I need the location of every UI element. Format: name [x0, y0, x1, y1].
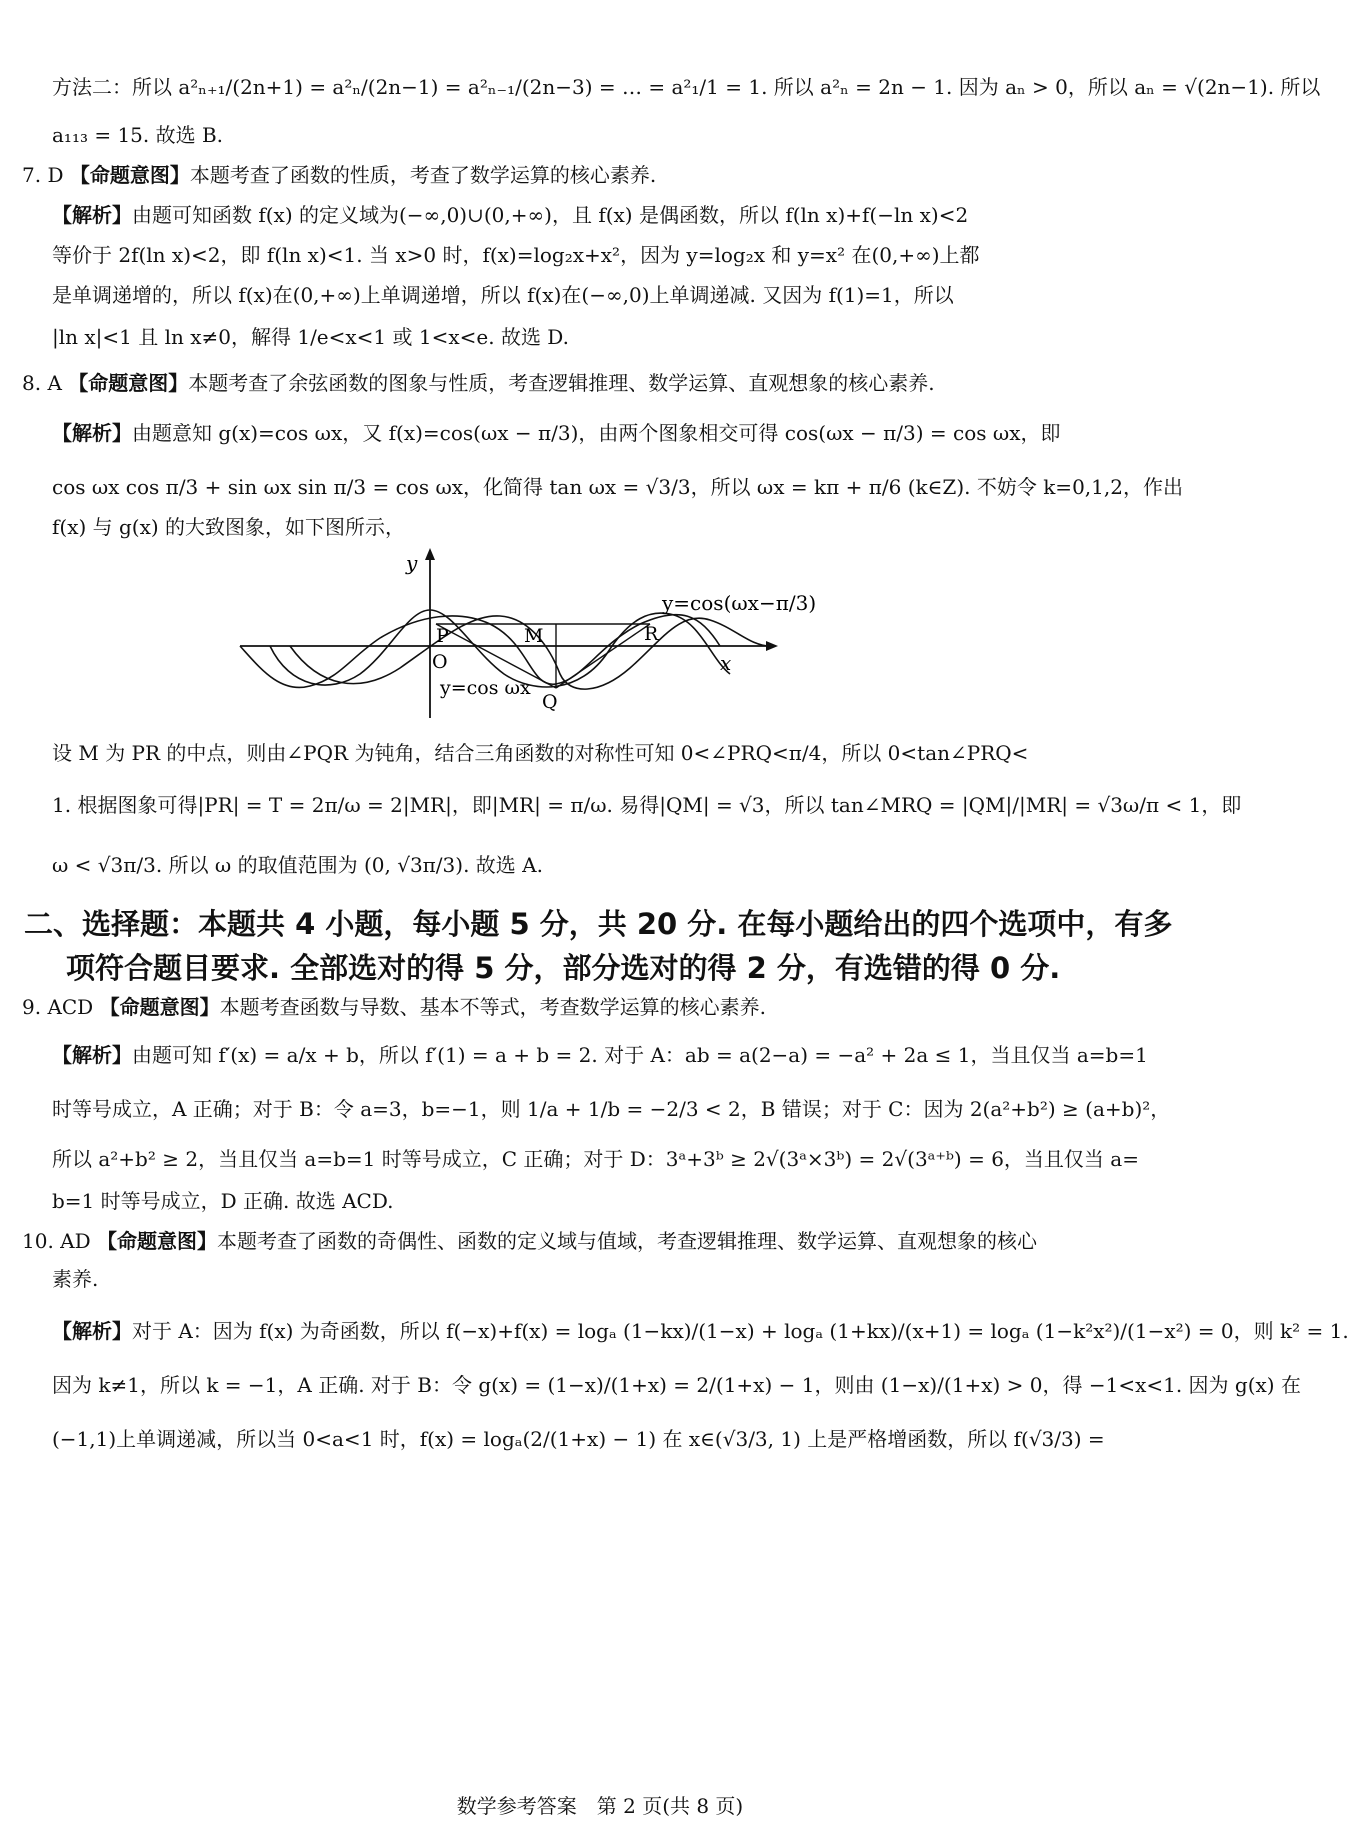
q8-analysis-2: cos ωx cos π/3 + sin ωx sin π/3 = cos ωx，化简得 tan ωx = √3/3，所以 ωx = kπ + π/6 (k∈Z). 不妨令 k=0,1,2，作出 [52, 475, 1183, 499]
q10-analysis-3: (−1,1)上单调递减，所以当 0<a<1 时，f(x) = logₐ(2/(1+x) − 1) 在 x∈(√3/3, 1) 上是严格增函数，所以 f(√3/3) = [52, 1427, 1105, 1451]
q7-analysis-3: 是单调递增的，所以 f(x)在(0,+∞)上单调递增，所以 f(x)在(−∞,0)上单调递减. 又因为 f(1)=1，所以 [52, 283, 954, 307]
q7-analysis-2: 等价于 2f(ln x)<2，即 f(ln x)<1. 当 x>0 时，f(x)=log₂x+x²，因为 y=log₂x 和 y=x² 在(0,+∞)上都 [52, 243, 980, 267]
curve-f-label: y=cos(ωx−π/3) [662, 591, 817, 615]
page-footer: 数学参考答案 第 2 页(共 8 页) [456, 1794, 744, 1818]
q10-header: 10. AD 【命题意图】本题考查了函数的奇偶性、函数的定义域与值域，考查逻辑推理、数学运算、直观想象的核心 [22, 1229, 1037, 1253]
q7-analysis-4: |ln x|<1 且 ln x≠0，解得 1/e<x<1 或 1<x<e. 故选 D. [52, 325, 569, 349]
origin-label: O [432, 651, 448, 673]
q10-header-cont: 素养. [52, 1267, 99, 1291]
section-tag: 【命题意图】 [97, 1229, 217, 1253]
q9-analysis-3: 所以 a²+b² ≥ 2，当且仅当 a=b=1 时等号成立，C 正确；对于 D：3ᵃ+3ᵇ ≥ 2√(3ᵃ×3ᵇ) = 2√(3ᵃ⁺ᵇ) = 6，当且仅当 a= [52, 1147, 1139, 1171]
q10-analysis-2: 因为 k≠1，所以 k = −1，A 正确. 对于 B：令 g(x) = (1−x)/(1+x) = 2/(1+x) − 1，则由 (1−x)/(1+x) > 0，得 −1<x<1. 因为 g(x) 在 [52, 1373, 1301, 1397]
method-two-line: 方法二：所以 a²ₙ₊₁/(2n+1) = a²ₙ/(2n−1) = a²ₙ₋₁/(2n−3) = … = a²₁/1 = 1. 所以 a²ₙ = 2n − 1. 因为 aₙ > 0，所以 aₙ = √(2n−1). 所以 [52, 75, 1321, 99]
q10-analysis-1: 【解析】对于 A：因为 f(x) 为奇函数，所以 f(−x)+f(x) = logₐ (1−kx)/(1−x) + logₐ (1+kx)/(x+1) = logₐ (1−k²x²)/(1−x²) = 0，则 k² = 1. [52, 1319, 1349, 1343]
section-2-heading-2: 项符合题目要求. 全部选对的得 5 分，部分选对的得 2 分，有选错的得 0 分. [66, 951, 1061, 985]
section-tag: 【解析】 [52, 203, 132, 227]
q8-analysis-4: 设 M 为 PR 的中点，则由∠PQR 为钝角，结合三角函数的对称性可知 0<∠PRQ<π/4，所以 0<tan∠PRQ< [52, 741, 1029, 765]
q8-analysis-6: ω < √3π/3. 所以 ω 的取值范围为 (0, √3π/3). 故选 A. [52, 853, 543, 877]
section-tag: 【解析】 [52, 1319, 132, 1343]
q8-analysis-3: f(x) 与 g(x) 的大致图象，如下图所示， [52, 515, 406, 539]
x-axis-label: x [720, 651, 732, 675]
section-tag: 【解析】 [52, 421, 132, 445]
point-m-label: M [524, 625, 544, 647]
q7-analysis-1: 【解析】由题可知函数 f(x) 的定义域为(−∞,0)∪(0,+∞)，且 f(x) 是偶函数，所以 f(ln x)+f(−ln x)<2 [52, 203, 969, 227]
curve-g-label: y=cos ωx [440, 677, 531, 699]
point-p-label: P [436, 625, 449, 647]
section-tag: 【命题意图】 [99, 995, 220, 1019]
q9-analysis-2: 时等号成立，A 正确；对于 B：令 a=3，b=−1，则 1/a + 1/b = −2/3 < 2，B 错误；对于 C：因为 2(a²+b²) ≥ (a+b)²， [52, 1097, 1171, 1121]
y-axis-arrow [425, 548, 435, 560]
q8-analysis-5: 1. 根据图象可得|PR| = T = 2π/ω = 2|MR|，即|MR| = π/ω. 易得|QM| = √3，所以 tan∠MRQ = |QM|/|MR| = √3ω/π < 1，即 [52, 793, 1242, 817]
section-tag: 【命题意图】 [68, 371, 189, 395]
q9-header: 9. ACD 【命题意图】本题考查函数与导数、基本不等式，考查数学运算的核心素养. [22, 995, 766, 1019]
q8-header: 8. A 【命题意图】本题考查了余弦函数的图象与性质，考查逻辑推理、数学运算、直观想象的核心素养. [22, 371, 935, 395]
point-r-label: R [644, 623, 659, 645]
q7-header: 7. D 【命题意图】本题考查了函数的性质，考查了数学运算的核心素养. [22, 163, 657, 187]
cosine-graphs-figure [230, 548, 817, 724]
point-q-label: Q [542, 691, 558, 713]
section-tag: 【解析】 [52, 1043, 132, 1067]
line-qr [556, 624, 650, 688]
y-axis-label: y [406, 551, 418, 575]
q9-analysis-1: 【解析】由题可知 f′(x) = a/x + b，所以 f′(1) = a + b = 2. 对于 A：ab = a(2−a) = −a² + 2a ≤ 1，当且仅当 a=b=1 [52, 1043, 1148, 1067]
q8-analysis-1: 【解析】由题意知 g(x)=cos ωx，又 f(x)=cos(ωx − π/3)，由两个图象相交可得 cos(ωx − π/3) = cos ωx，即 [52, 421, 1061, 445]
section-tag: 【命题意图】 [69, 163, 190, 187]
curve-g-cos-wx [270, 610, 730, 687]
answer-b-line: a₁₁₃ = 15. 故选 B. [52, 123, 224, 147]
section-2-heading-1: 二、选择题：本题共 4 小题，每小题 5 分，共 20 分. 在每小题给出的四个选项中，有多 [24, 907, 1173, 941]
q9-analysis-4: b=1 时等号成立，D 正确. 故选 ACD. [52, 1189, 394, 1213]
